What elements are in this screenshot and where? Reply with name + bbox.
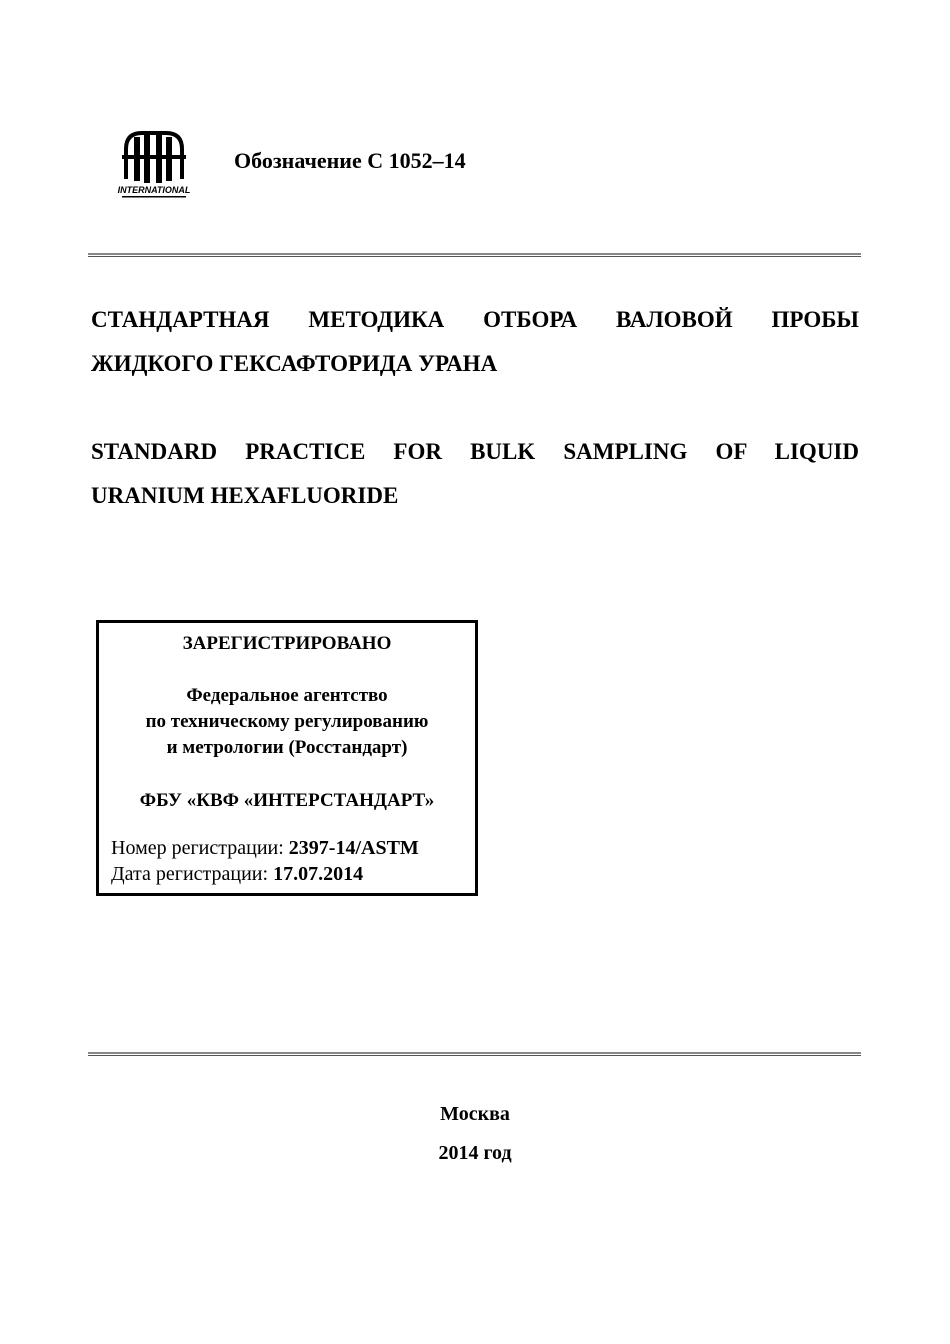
registration-date-value: 17.07.2014 (273, 863, 364, 885)
title-russian-line-1: СТАНДАРТНАЯ МЕТОДИКА ОТБОРА ВАЛОВОЙ ПРОБЫ (91, 307, 859, 332)
publication-year: 2014 год (438, 1142, 512, 1164)
title-russian (91, 298, 859, 386)
agency-line-1: Федеральное агентство (186, 685, 388, 706)
title-english-line-2: URANIUM HEXAFLUORIDE (91, 483, 399, 508)
title-russian-line-2: ЖИДКОГО ГЕКСАФТОРИДА УРАНА (91, 351, 498, 376)
title-english-line-1: STANDARD PRACTICE FOR BULK SAMPLING OF LIQUID (91, 439, 859, 464)
top-divider (88, 253, 861, 257)
registration-stamp (96, 620, 478, 896)
astm-logo-icon (112, 127, 196, 199)
agency-line-3: и метрологии (Росстандарт) (166, 737, 408, 758)
registration-organization: ФБУ «КВФ «ИНТЕРСТАНДАРТ» (139, 790, 435, 811)
agency-line-2: по техническому регулированию (145, 711, 429, 732)
registration-agency (99, 683, 475, 761)
logo-caption: INTERNATIONAL (117, 185, 191, 195)
document-designation: Обозначение C 1052–14 (234, 148, 466, 173)
registration-number-value: 2397-14/ASTM (288, 837, 419, 859)
registration-number (111, 837, 419, 860)
publication-city: Москва (440, 1103, 510, 1125)
title-english (91, 430, 859, 518)
registration-number-label: Номер регистрации: (111, 837, 289, 859)
astm-logo (112, 127, 196, 199)
bottom-divider (88, 1052, 861, 1056)
registration-date (111, 863, 363, 886)
registration-date-label: Дата регистрации: (111, 863, 274, 885)
registration-heading: ЗАРЕГИСТРИРОВАНО (182, 633, 392, 654)
